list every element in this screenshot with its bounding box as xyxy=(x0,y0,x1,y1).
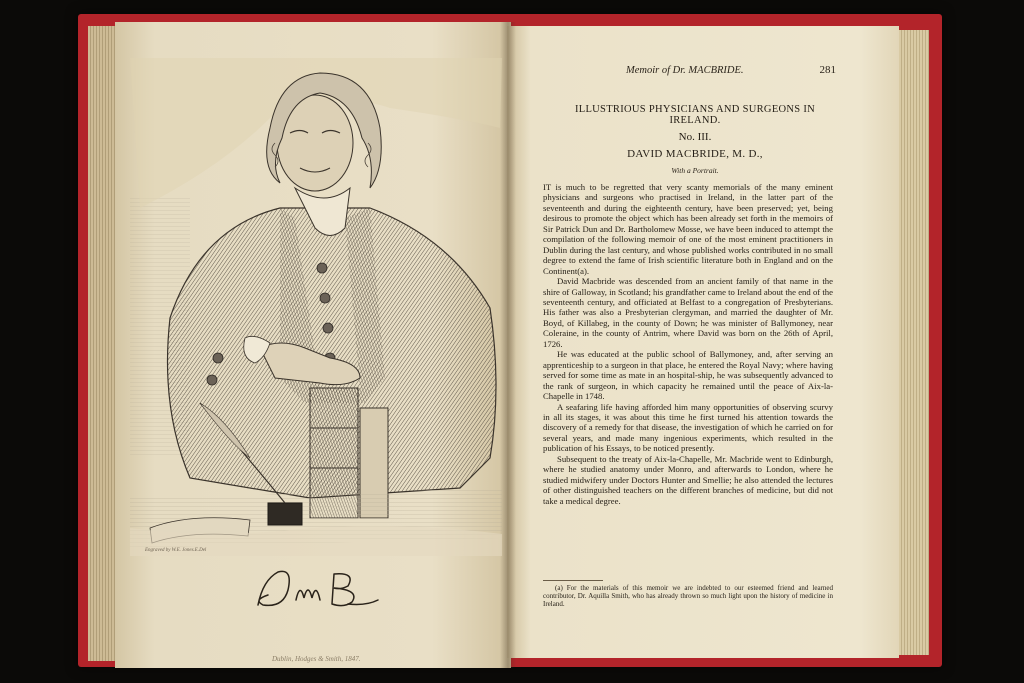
footnote-text: (a) For the materials of this memoir we are indebted to our esteemed friend and learned contributor, Dr. Aquilla Smith, who has already thrown so much light upon the history of medicine in Ireland. xyxy=(543,584,833,608)
footnote-rule xyxy=(543,580,603,581)
paragraph: Subsequent to the treaty of Aix-la-Chapelle, Mr. Macbride went to Edinburgh, where he studied anatomy under Monro, and afterwards to London, where he studied midwifery under Doctors Hunter and Smellie; he also attended the lectures of other distinguished teachers on the different branches of medicine, but did not take a medical degree. xyxy=(543,453,833,506)
book-gutter xyxy=(500,22,516,668)
with-portrait-note: With a Portrait. xyxy=(671,166,719,175)
footnote xyxy=(543,584,833,608)
running-head: Memoir of Dr. MACBRIDE. xyxy=(626,65,744,76)
portrait-engraving xyxy=(130,58,502,556)
paragraph: David Macbride was descended from an ancient family of that name in the shire of Galloway, in Scotland; his grandfather came to Ireland about the end of the seventeenth century, and officiated at Belfast to a congregation of Presbyterians. His father was also a Presbyterian clergyman, and married the daughter of Mr. Boyd, of Killabeg, in the county of Down; he was minister of Ballymoney, near Coleraine, in the county of Antrim, where David was born on the 26th of April, 1726. xyxy=(543,276,833,349)
paragraph: A seafaring life having afforded him many opportunities of observing scurvy in all its stages, it was about this time he first turned his attention towards the discovery of a remedy for that disease, the investigation of which he carried on for several years, and made many ingenious experiments, which resulted in the publication of his Essays, to be noticed presently. xyxy=(543,401,833,454)
engraver-credit: Engraved by W.E. Jones.E.Del xyxy=(145,548,207,553)
page-number: 281 xyxy=(819,64,836,76)
paragraph: IT is much to be regretted that very scanty memorials of the many eminent physicians and surgeons who practised in Ireland, in the latter part of the seventeenth and during the eighteenth century, have been preserved; yet, being desirous to promote the object which has been already set forth in the memoirs of Sir Patrick Dun and Dr. Bartholomew Mosse, we have been induced to attempt the compilation of the following memoir of one of the most eminent practitioners in Dublin during the last century, and whose published works contributed in no small degree to extend the fame of Irish scientific literature both in England and on the Continent(a). xyxy=(543,182,833,276)
article-number: No. III. xyxy=(678,131,712,143)
body-text xyxy=(543,182,833,506)
series-title xyxy=(545,104,845,126)
article-subject: DAVID MACBRIDE, M. D., xyxy=(627,148,763,160)
series-title-line-1: ILLUSTRIOUS PHYSICIANS AND SURGEONS IN xyxy=(574,104,816,115)
paragraph: He was educated at the public school of Ballymoney, and, after serving an apprenticeship to a surgeon in that place, he entered the Royal Navy; where having served for some time as mate in an hospital-ship, he was subsequently advanced to the rank of surgeon, in which capacity he remained until the peace of Aix-la-Chapelle in 1748. xyxy=(543,349,833,402)
series-title-line-2: IRELAND. xyxy=(669,115,721,126)
plate-imprint: Dublin, Hodges & Smith, 1847. xyxy=(272,655,361,663)
signature-image xyxy=(248,560,388,620)
